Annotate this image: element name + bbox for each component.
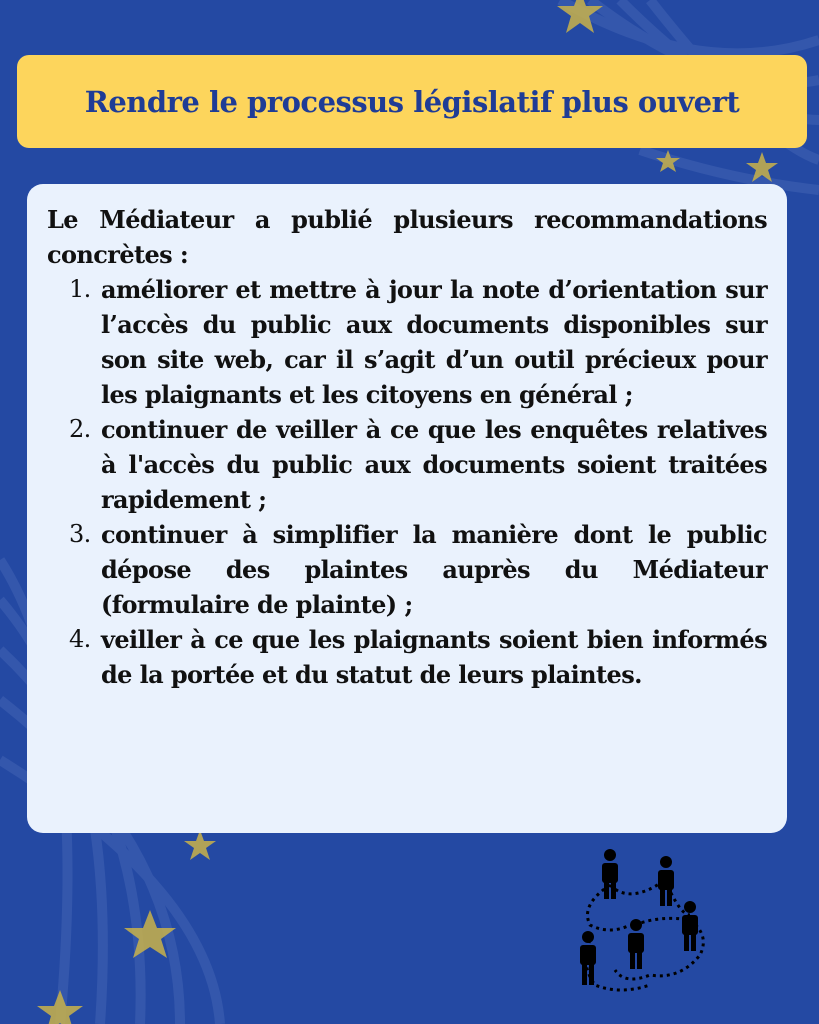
list-item-text: veiller à ce que les plaignants soient bien informés de la portée et du statut de leurs plaintes. [101, 625, 767, 689]
list-number: 3. [69, 520, 91, 548]
recommendations-panel [27, 184, 787, 833]
page-title: Rendre le processus législatif plus ouvert [84, 84, 740, 119]
people-network-icon [570, 845, 720, 995]
intro-text: Le Médiateur a publié plusieurs recommandations concrètes : [47, 205, 767, 269]
list-number: 1. [69, 275, 91, 303]
list-number: 2. [69, 415, 91, 443]
list-item-text: continuer à simplifier la manière dont le public dépose des plaintes auprès du Médiateur (formulaire de plainte) ; [101, 520, 767, 619]
list-item [47, 272, 767, 412]
list-number: 4. [69, 625, 91, 653]
list-item [47, 517, 767, 622]
list-item [47, 622, 767, 692]
list-item-text: continuer de veiller à ce que les enquêtes relatives à l'accès du public aux documents soient traitées rapidement ; [101, 415, 767, 514]
list-item-text: améliorer et mettre à jour la note d’orientation sur l’accès du public aux documents disponibles sur son site web, car il s’agit d’un outil précieux pour les plaignants et les citoyens en général ; [101, 275, 767, 409]
list-item [47, 412, 767, 517]
title-banner [17, 55, 807, 148]
recommendations-list [47, 272, 767, 692]
